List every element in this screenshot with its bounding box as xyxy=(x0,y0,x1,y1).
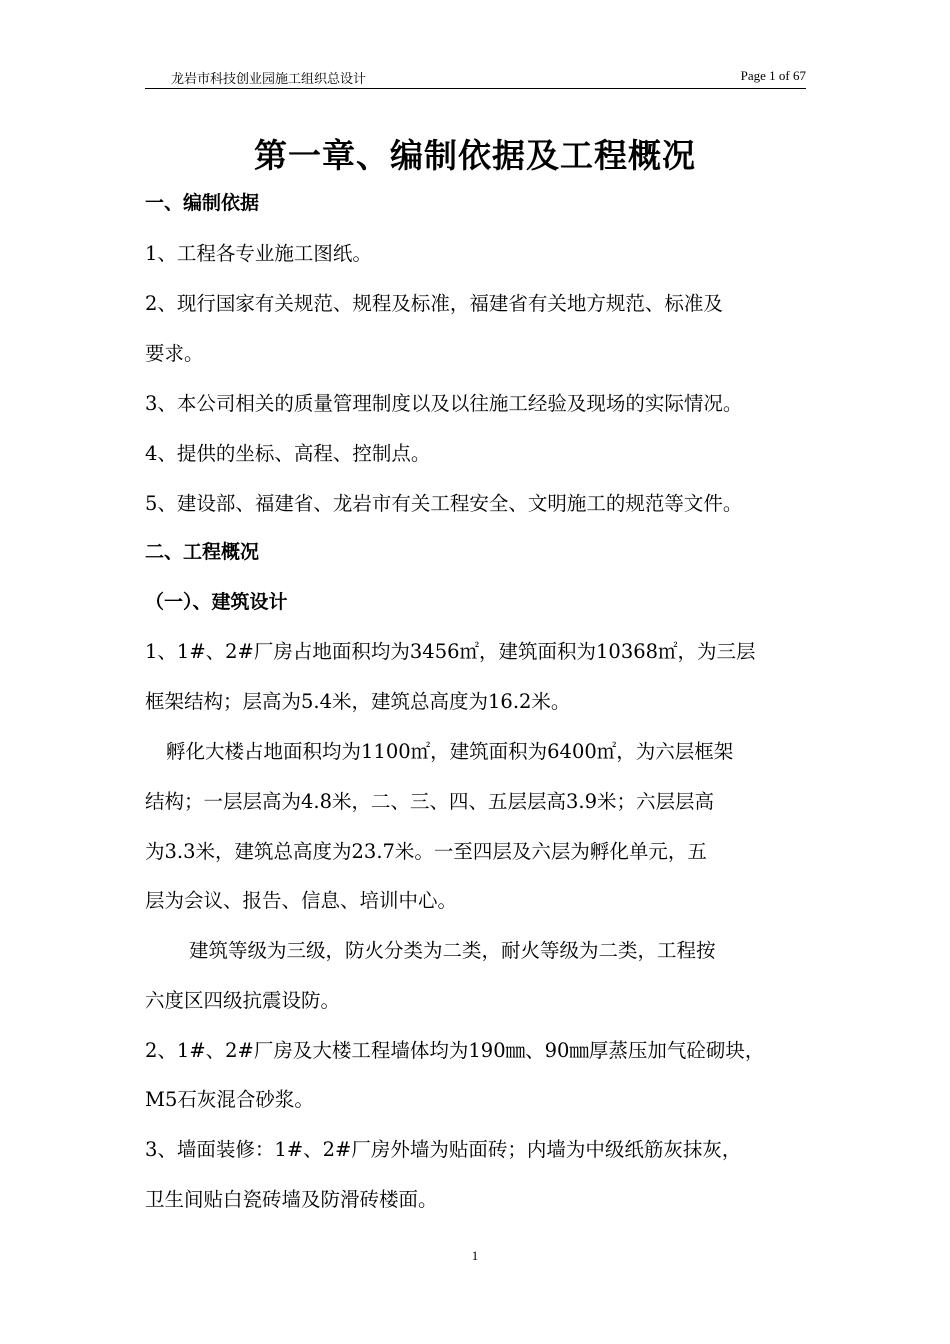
header-doc-title: 龙岩市科技创业园施工组织总设计 xyxy=(171,72,367,87)
subsection-heading: （一）、建筑设计 xyxy=(145,591,288,613)
text-line: 卫生间贴白瓷砖墙及防滑砖楼面。 xyxy=(145,1188,438,1211)
chapter-title: 第一章、编制依据及工程概况 xyxy=(254,136,696,175)
text-line: 3、本公司相关的质量管理制度以及以往施工经验及现场的实际情况。 xyxy=(145,392,743,415)
page-number: 1 xyxy=(471,1248,479,1263)
text-line: 六度区四级抗震设防。 xyxy=(145,989,341,1012)
text-line: M5石灰混合砂浆。 xyxy=(145,1088,314,1111)
text-line: 2、现行国家有关规范、规程及标准，福建省有关地方规范、标准及 xyxy=(145,292,723,315)
page-header xyxy=(145,66,806,89)
text-line: 为3.3米，建筑总高度为23.7米。一至四层及六层为孵化单元，五 xyxy=(145,840,707,863)
text-line: 孵化大楼占地面积均为1100㎡，建筑面积为6400㎡，为六层框架 xyxy=(166,740,734,763)
text-line: 2、1#、2#厂房及大楼工程墙体均为190㎜、90㎜厚蒸压加气砼砌块， xyxy=(145,1039,765,1062)
section-heading: 一、编制依据 xyxy=(145,192,260,214)
text-line: 5、建设部、福建省、龙岩市有关工程安全、文明施工的规范等文件。 xyxy=(145,492,743,515)
section-heading: 二、工程概况 xyxy=(145,541,260,563)
text-line: 结构；一层层高为4.8米，二、三、四、五层层高3.9米；六层层高 xyxy=(145,790,715,813)
text-line: 框架结构；层高为5.4米，建筑总高度为16.2米。 xyxy=(145,690,571,713)
text-line: 1、1#、2#厂房占地面积均为3456㎡，建筑面积为10368㎡，为三层 xyxy=(145,640,756,663)
text-line: 1、工程各专业施工图纸。 xyxy=(145,242,372,265)
text-line: 3、墙面装修：1#、2#厂房外墙为贴面砖；内墙为中级纸筋灰抹灰， xyxy=(145,1138,742,1161)
text-line: 建筑等级为三级，防火分类为二类，耐火等级为二类，工程按 xyxy=(189,939,716,962)
text-line: 4、提供的坐标、高程、控制点。 xyxy=(145,442,431,465)
text-line: 要求。 xyxy=(145,342,204,365)
text-line: 层为会议、报告、信息、培训中心。 xyxy=(145,889,458,912)
header-page-label: Page 1 of 67 xyxy=(740,68,806,83)
